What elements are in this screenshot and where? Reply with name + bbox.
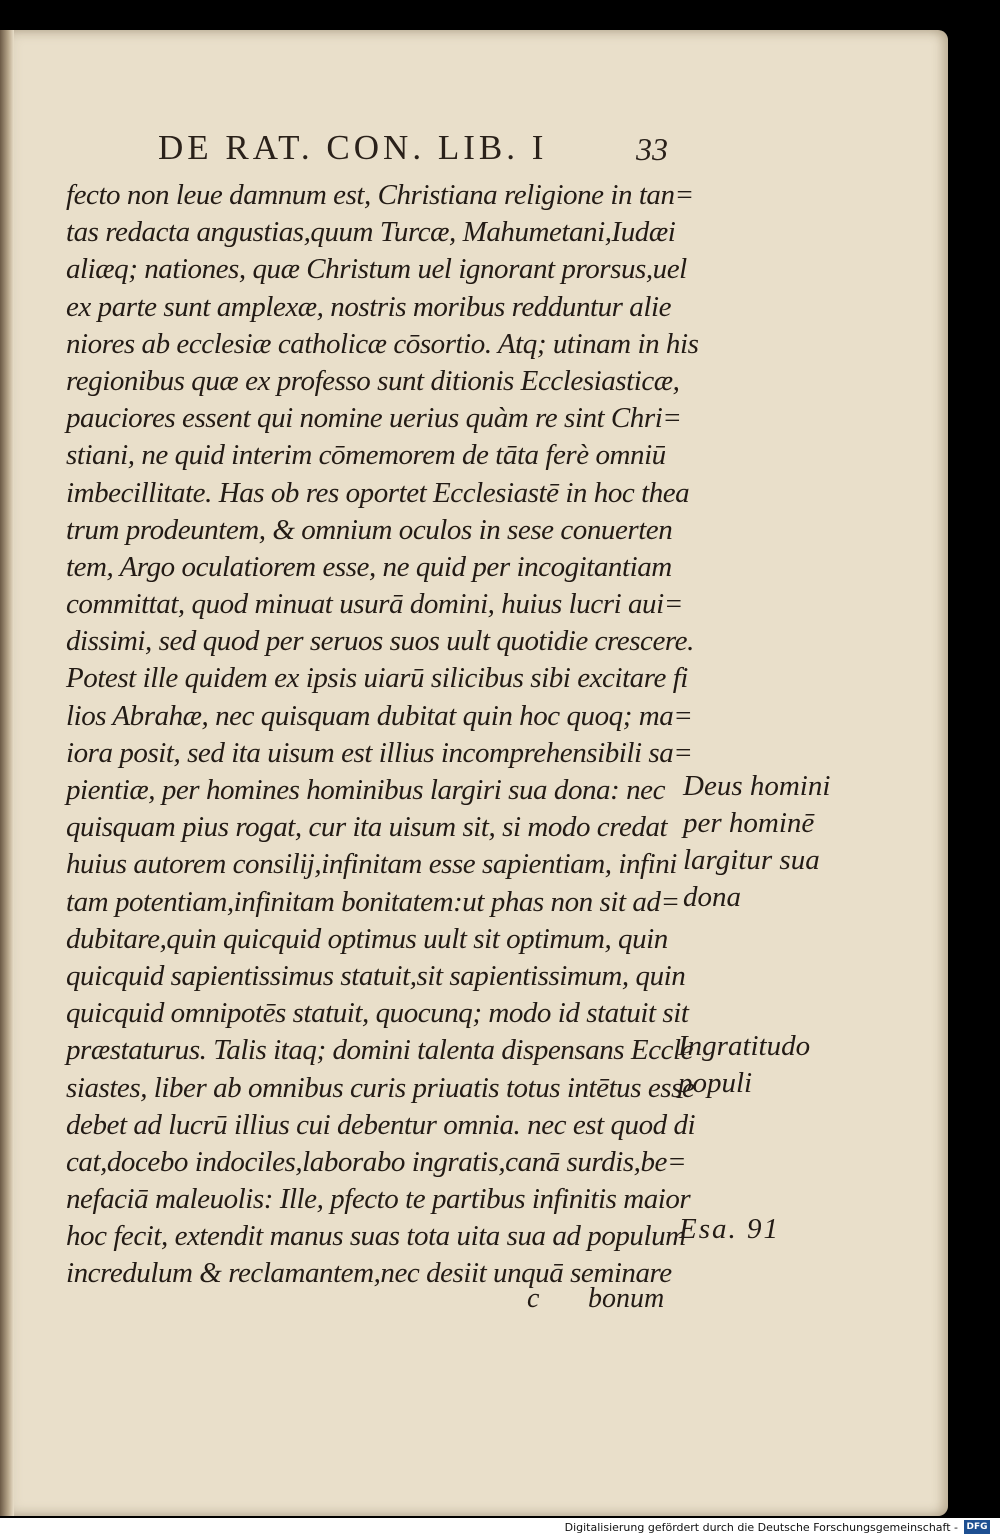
marginal-note-line: Ingratitudo xyxy=(678,1030,811,1062)
catchword: bonum xyxy=(588,1283,665,1314)
dfg-logo: DFG xyxy=(964,1520,990,1534)
marginal-note-line: per hominē xyxy=(683,807,815,839)
marginal-note-line: Deus homini xyxy=(683,770,831,802)
page-gutter-shadow xyxy=(0,30,14,1516)
text-line: fecto non leue damnum est, Christiana religione in tan= xyxy=(66,179,694,211)
text-line: huius autorem consilij,infinitam esse sapientiam, infini xyxy=(66,848,677,881)
marginal-note-deus xyxy=(683,768,830,916)
text-line: quicquid omnipotēs statuit, quocunq; modo id statuit sit xyxy=(66,997,689,1030)
running-title: DE RAT. CON. LIB. I xyxy=(158,128,548,167)
folio-number: 33 xyxy=(636,131,668,167)
marginal-note-line: dona xyxy=(683,881,741,913)
text-line: pauciores essent qui nomine uerius quàm re sint Chri= xyxy=(66,402,682,435)
marginal-note-esa xyxy=(679,1211,780,1248)
text-line: præstaturus. Talis itaq; domini talenta dispensans Eccle xyxy=(66,1034,694,1067)
text-line: iora posit, sed ita uisum est illius incomprehensibili sa= xyxy=(66,736,693,769)
text-line: stiani, ne quid interim cōmemorem de tāta ferè omniū xyxy=(66,439,666,472)
text-line: trum prodeuntem, & omnium oculos in sese conuerten xyxy=(66,513,673,546)
text-line: Potest ille quidem ex ipsis uiarū silicibus sibi excitare fi xyxy=(66,662,688,695)
text-line: niores ab ecclesiæ catholicæ cōsortio. Atq; utinam in his xyxy=(66,327,699,360)
text-line: tem, Argo oculatiorem esse, ne quid per incogitantiam xyxy=(66,550,672,583)
text-line: hoc fecit, extendit manus suas tota uita sua ad populum xyxy=(66,1220,686,1253)
signature-mark: c xyxy=(527,1283,540,1314)
main-text-block xyxy=(66,177,699,1293)
text-line: dubitare,quin quicquid optimus uult sit optimum, quin xyxy=(66,922,668,955)
text-line: cat,docebo indociles,laborabo ingratis,canā surdis,be= xyxy=(66,1145,687,1178)
text-line: quicquid sapientissimus statuit,sit sapientissimum, quin xyxy=(66,959,686,992)
text-line: tam potentiam,infinitam bonitatem:ut phas non sit ad= xyxy=(66,885,680,918)
funding-credit: Digitalisierung gefördert durch die Deutsche Forschungsgemeinschaft - xyxy=(564,1521,958,1534)
text-line: tas redacta angustias,quum Turcæ, Mahumetani,Iudæi xyxy=(66,216,676,249)
text-line: incredulum & reclamantem,nec desiit unquā seminare xyxy=(66,1257,672,1290)
text-line: ex parte sunt amplexæ, nostris moribus redduntur alie xyxy=(66,290,671,323)
text-line: pientiæ, per homines hominibus largiri sua dona: nec xyxy=(66,774,665,806)
text-line: debet ad lucrū illius cui debentur omnia. nec est quod di xyxy=(66,1108,696,1141)
marginal-note-line: largitur sua xyxy=(683,844,820,876)
text-line: dissimi, sed quod per seruos suos uult quotidie crescere. xyxy=(66,625,694,658)
text-line: quisquam pius rogat, cur ita uisum sit, si modo credat xyxy=(66,811,668,844)
marginal-note-ingratitudo xyxy=(678,1028,810,1102)
text-line: committat, quod minuat usurā domini, huius lucri aui= xyxy=(66,588,683,621)
text-line: siastes, liber ab omnibus curis priuatis totus intētus esse xyxy=(66,1071,695,1104)
marginal-note-line: Esa. 91 xyxy=(679,1213,780,1245)
text-line: lios Abrahæ, nec quisquam dubitat quin hoc quoq; ma= xyxy=(66,699,693,732)
text-line: regionibus quæ ex professo sunt ditionis Ecclesiasticæ, xyxy=(66,364,680,397)
text-line: nefaciā maleuolis: Ille, pfecto te partibus infinitis maior xyxy=(66,1183,691,1216)
text-line: aliæq; nationes, quæ Christum uel ignorant prorsus,uel xyxy=(66,253,687,286)
text-line: imbecillitate. Has ob res oportet Ecclesiastē in hoc thea xyxy=(66,476,690,509)
marginal-note-line: populi xyxy=(678,1067,753,1099)
